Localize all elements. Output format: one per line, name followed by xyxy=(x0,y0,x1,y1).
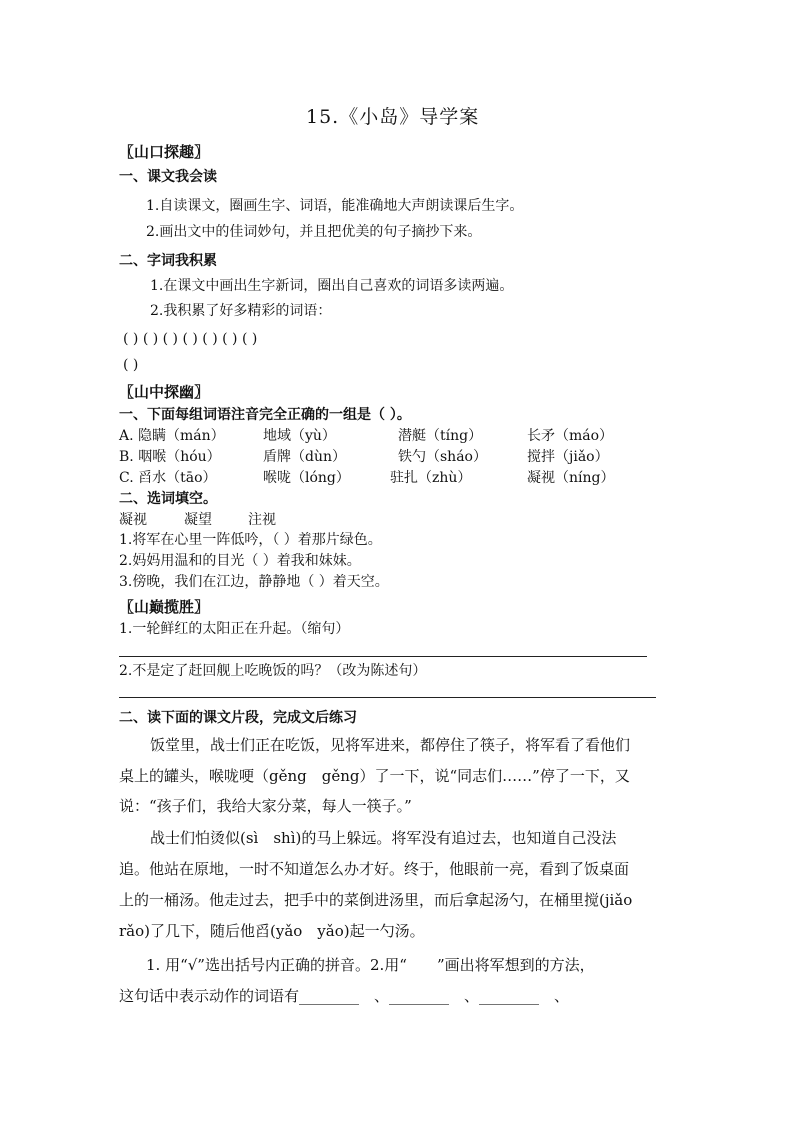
fill-item[interactable]: 2.妈妈用温和的目光（ ）着我和妹妹。 xyxy=(119,553,361,569)
option-cell: 盾牌（dùn） xyxy=(263,449,346,465)
list-item: 2.我积累了好多精彩的词语： xyxy=(150,303,332,319)
option-cell: 驻扎（zhù） xyxy=(390,470,472,486)
list-item: 1.在课文中画出生字新词，圈出自己喜欢的词语多读两遍。 xyxy=(150,278,514,294)
word-choice: 注视 xyxy=(248,512,276,528)
passage-line: rǎo)了几下，随后他舀(yǎo yǎo)起一勺汤。 xyxy=(119,922,425,940)
passage-line: 饭堂里，战士们正在吃饭，见将军进来，都停住了筷子，将军看了看他们 xyxy=(150,736,631,754)
section-heading-shanzhong: 〖山中探幽〗 xyxy=(119,383,210,401)
section-heading-shandian: 〖山巅揽胜〗 xyxy=(119,598,210,616)
option-cell: C. 舀水（tāo） xyxy=(119,470,217,486)
passage-line: 说：“孩子们，我给大家分菜，每人一筷子。” xyxy=(119,797,412,815)
fill-item[interactable]: 1.将军在心里一阵低吟，（ ）着那片绿色。 xyxy=(119,532,382,548)
option-cell: 地域（yù） xyxy=(263,428,336,444)
question-heading-pinyin: 一、下面每组词语注音完全正确的一组是（ ）。 xyxy=(119,407,411,423)
option-cell: 长矛（máo） xyxy=(527,428,614,444)
option-cell: 潜艇（tíng） xyxy=(398,428,483,444)
question-heading-fill: 二、选词填空。 xyxy=(119,491,217,507)
answer-line[interactable] xyxy=(119,697,656,698)
option-cell: 搅拌（jiǎo） xyxy=(527,449,609,465)
list-item: 1.自读课文，圈画生字、词语，能准确地大声朗读课后生字。 xyxy=(146,198,524,214)
reading-heading: 二、读下面的课文片段，完成文后练习 xyxy=(119,710,357,726)
section-heading-shankou: 〖山口探趣〗 xyxy=(119,143,210,161)
option-cell: 铁勺（sháo） xyxy=(398,449,487,465)
exercise-line: 1. 用“√”选出括号内正确的拼音。2.用“ ”画出将军想到的方法， xyxy=(146,956,595,974)
part-heading-read: 一、课文我会读 xyxy=(119,169,217,185)
fill-item[interactable]: 3.傍晚，我们在江边，静静地（ ）着天空。 xyxy=(119,574,389,590)
sentence-item: 1.一轮鲜红的太阳正在升起。（缩句） xyxy=(119,621,350,637)
word-blanks-row[interactable]: ( ) xyxy=(123,357,139,373)
option-cell: 喉咙（lóng） xyxy=(263,470,350,486)
list-item: 2.画出文中的佳词妙句，并且把优美的句子摘抄下来。 xyxy=(146,224,482,240)
passage-line: 追。他站在原地，一时不知道怎么办才好。终于，他眼前一亮，看到了饭桌面 xyxy=(119,860,630,878)
passage-line: 战士们怕烫似(sì shì)的马上躲远。将军没有追过去，也知道自己没法 xyxy=(150,829,617,847)
option-cell: A. 隐瞒（mán） xyxy=(119,428,225,444)
option-cell: B. 咽喉（hóu） xyxy=(119,449,221,465)
word-choice: 凝视 xyxy=(119,512,147,528)
sentence-item: 2.不是定了赶回舰上吃晚饭的吗？（改为陈述句） xyxy=(119,663,427,679)
word-choice: 凝望 xyxy=(184,512,212,528)
part-heading-words: 二、字词我积累 xyxy=(119,253,217,269)
passage-line: 上的一桶汤。他走过去，把手中的菜倒进汤里，而后拿起汤勺，在桶里搅(jiǎo xyxy=(119,891,633,909)
option-cell: 凝视（níng） xyxy=(527,470,615,486)
exercise-line[interactable]: 这句话中表示动作的词语有________ 、________ 、________ 、 xyxy=(119,987,570,1005)
passage-line: 桌上的罐头，喉咙哽（gěng gěng）了一下，说“同志们……”停了一下，又 xyxy=(119,767,630,785)
word-blanks-row[interactable]: ( ) ( ) ( ) ( ) ( ) ( ) ( ) xyxy=(123,331,258,347)
page-title: 15.《小岛》导学案 xyxy=(306,106,480,128)
answer-line[interactable] xyxy=(119,656,647,657)
